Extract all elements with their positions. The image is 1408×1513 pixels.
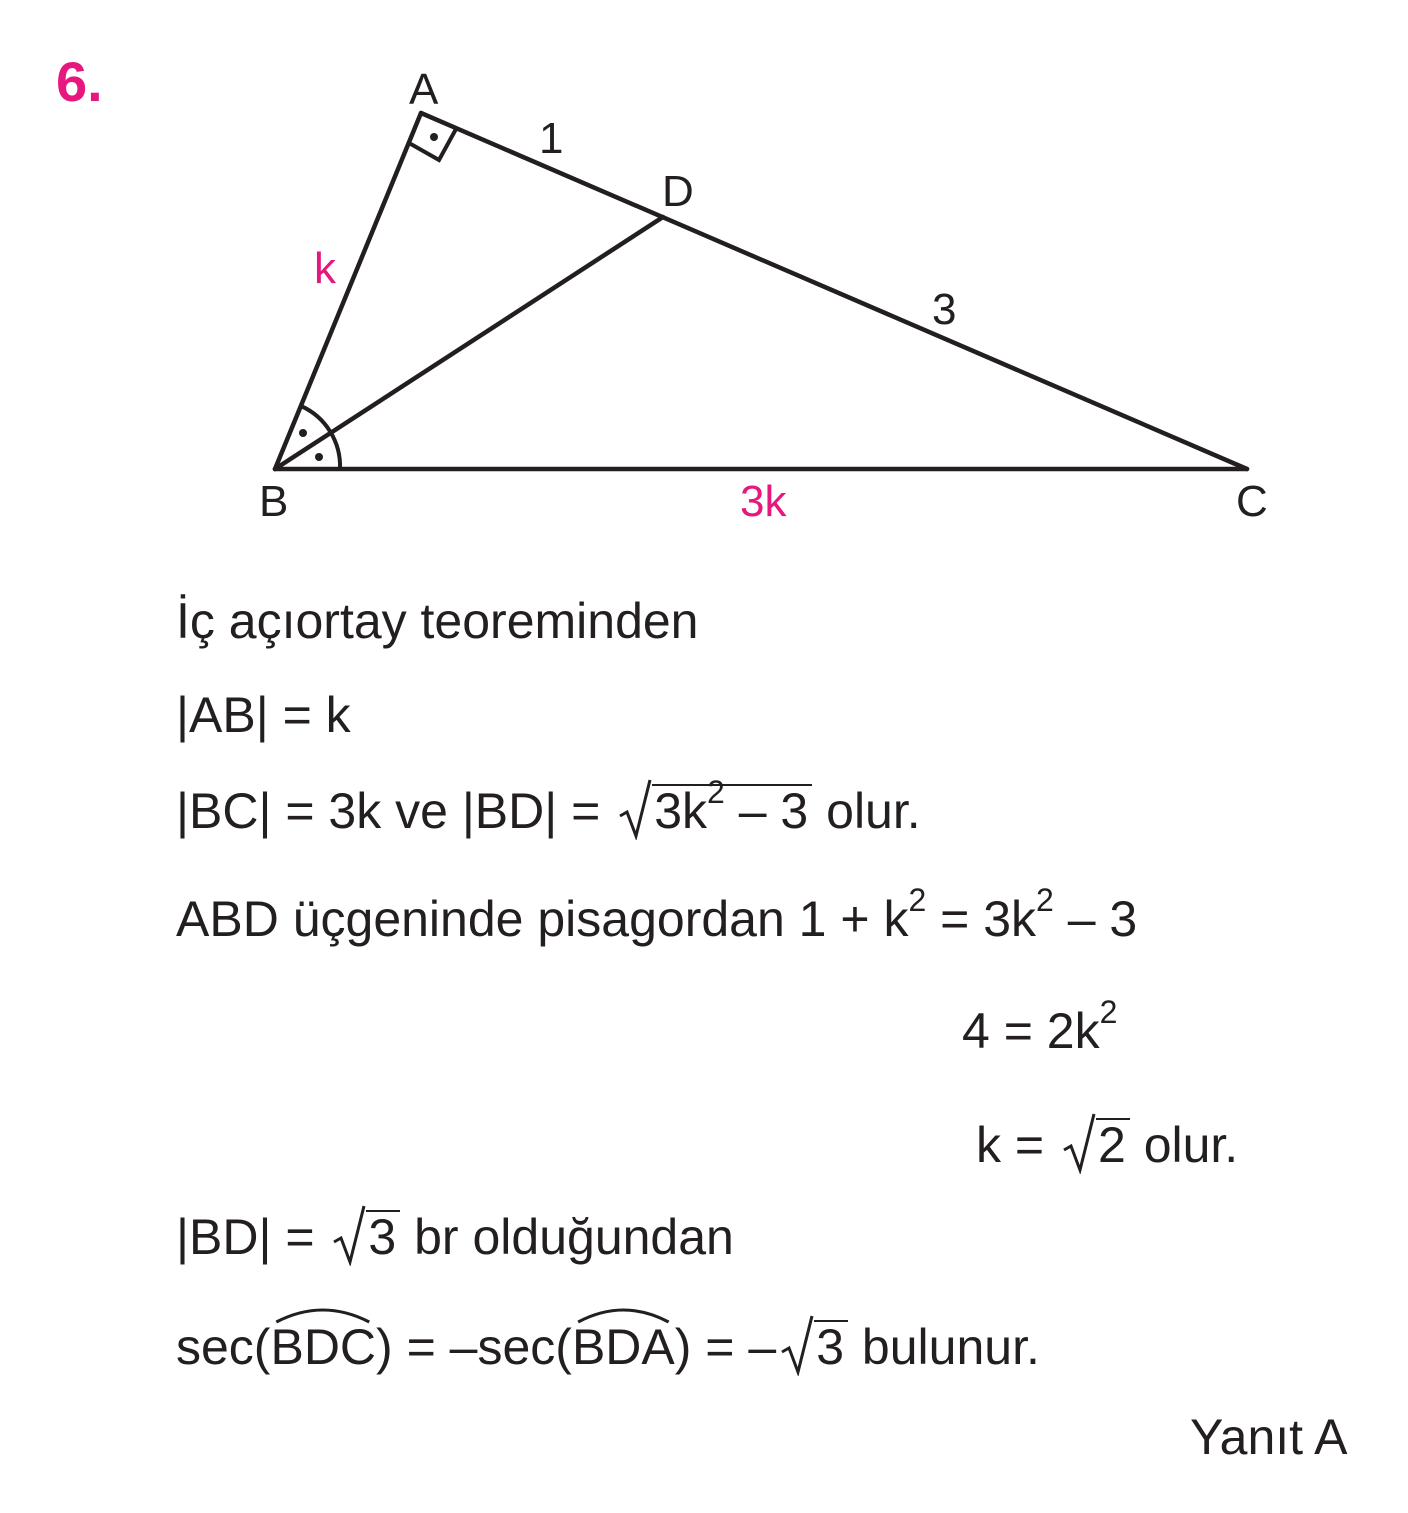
label-b: B [259,477,289,526]
radical-sign-icon [618,778,652,840]
label-d: D [662,167,694,216]
sqrt-3k2-3: $3k^2 - 3$ [618,784,812,836]
sqrt-2: 2 [1062,1118,1130,1170]
line3-prefix: |BC| = 3k ve |BD| = [176,783,615,839]
angle-dot-lower [315,453,323,461]
label-length-bc: 3k [740,477,787,526]
triangle-figure [0,0,1408,560]
line3-suffix: olur. [812,783,921,839]
solution-line-3 [176,774,921,839]
angle-hat-icon [572,1302,675,1324]
sqrt-3-final: 3 [780,1320,848,1372]
label-length-ab: k [314,244,336,293]
solution-line-6: k = 2 olur. [976,1118,1238,1170]
answer-label: Yanıt A [1190,1409,1348,1465]
angle-dot-upper [299,429,307,437]
side-ab [275,113,421,469]
label-a: A [409,65,439,114]
arc-bdc: BDC [270,1322,376,1372]
arc-bda: BDA [572,1322,675,1372]
side-ac [421,113,1247,469]
label-length-ad: 1 [539,114,564,163]
solution-line-5: $4 = 2k^2$ [962,994,1118,1059]
solution-line-4: ABD üçgeninde pisagordan $1 + k^2 = 3k^2 - 3$ [176,882,1138,947]
question-number: 6. [56,50,103,113]
radical-sign-icon [332,1204,366,1266]
radical-sign-icon [780,1314,814,1376]
radical-sign-icon [1062,1112,1096,1174]
solution-line-2: |AB| = k [176,687,351,743]
angle-hat-icon [270,1302,376,1324]
label-length-dc: 3 [932,285,957,334]
right-angle-dot [430,133,438,141]
sqrt-3: 3 [332,1210,400,1262]
label-c: C [1236,477,1268,526]
solution-line-8: sec( BDC) = –sec( BDA) = – 3 bulunur. [176,1320,1040,1372]
solution-line-1: İç açıortay teoreminden [176,593,699,649]
solution-line-7: |BD| = 3 br olduğundan [176,1210,734,1262]
